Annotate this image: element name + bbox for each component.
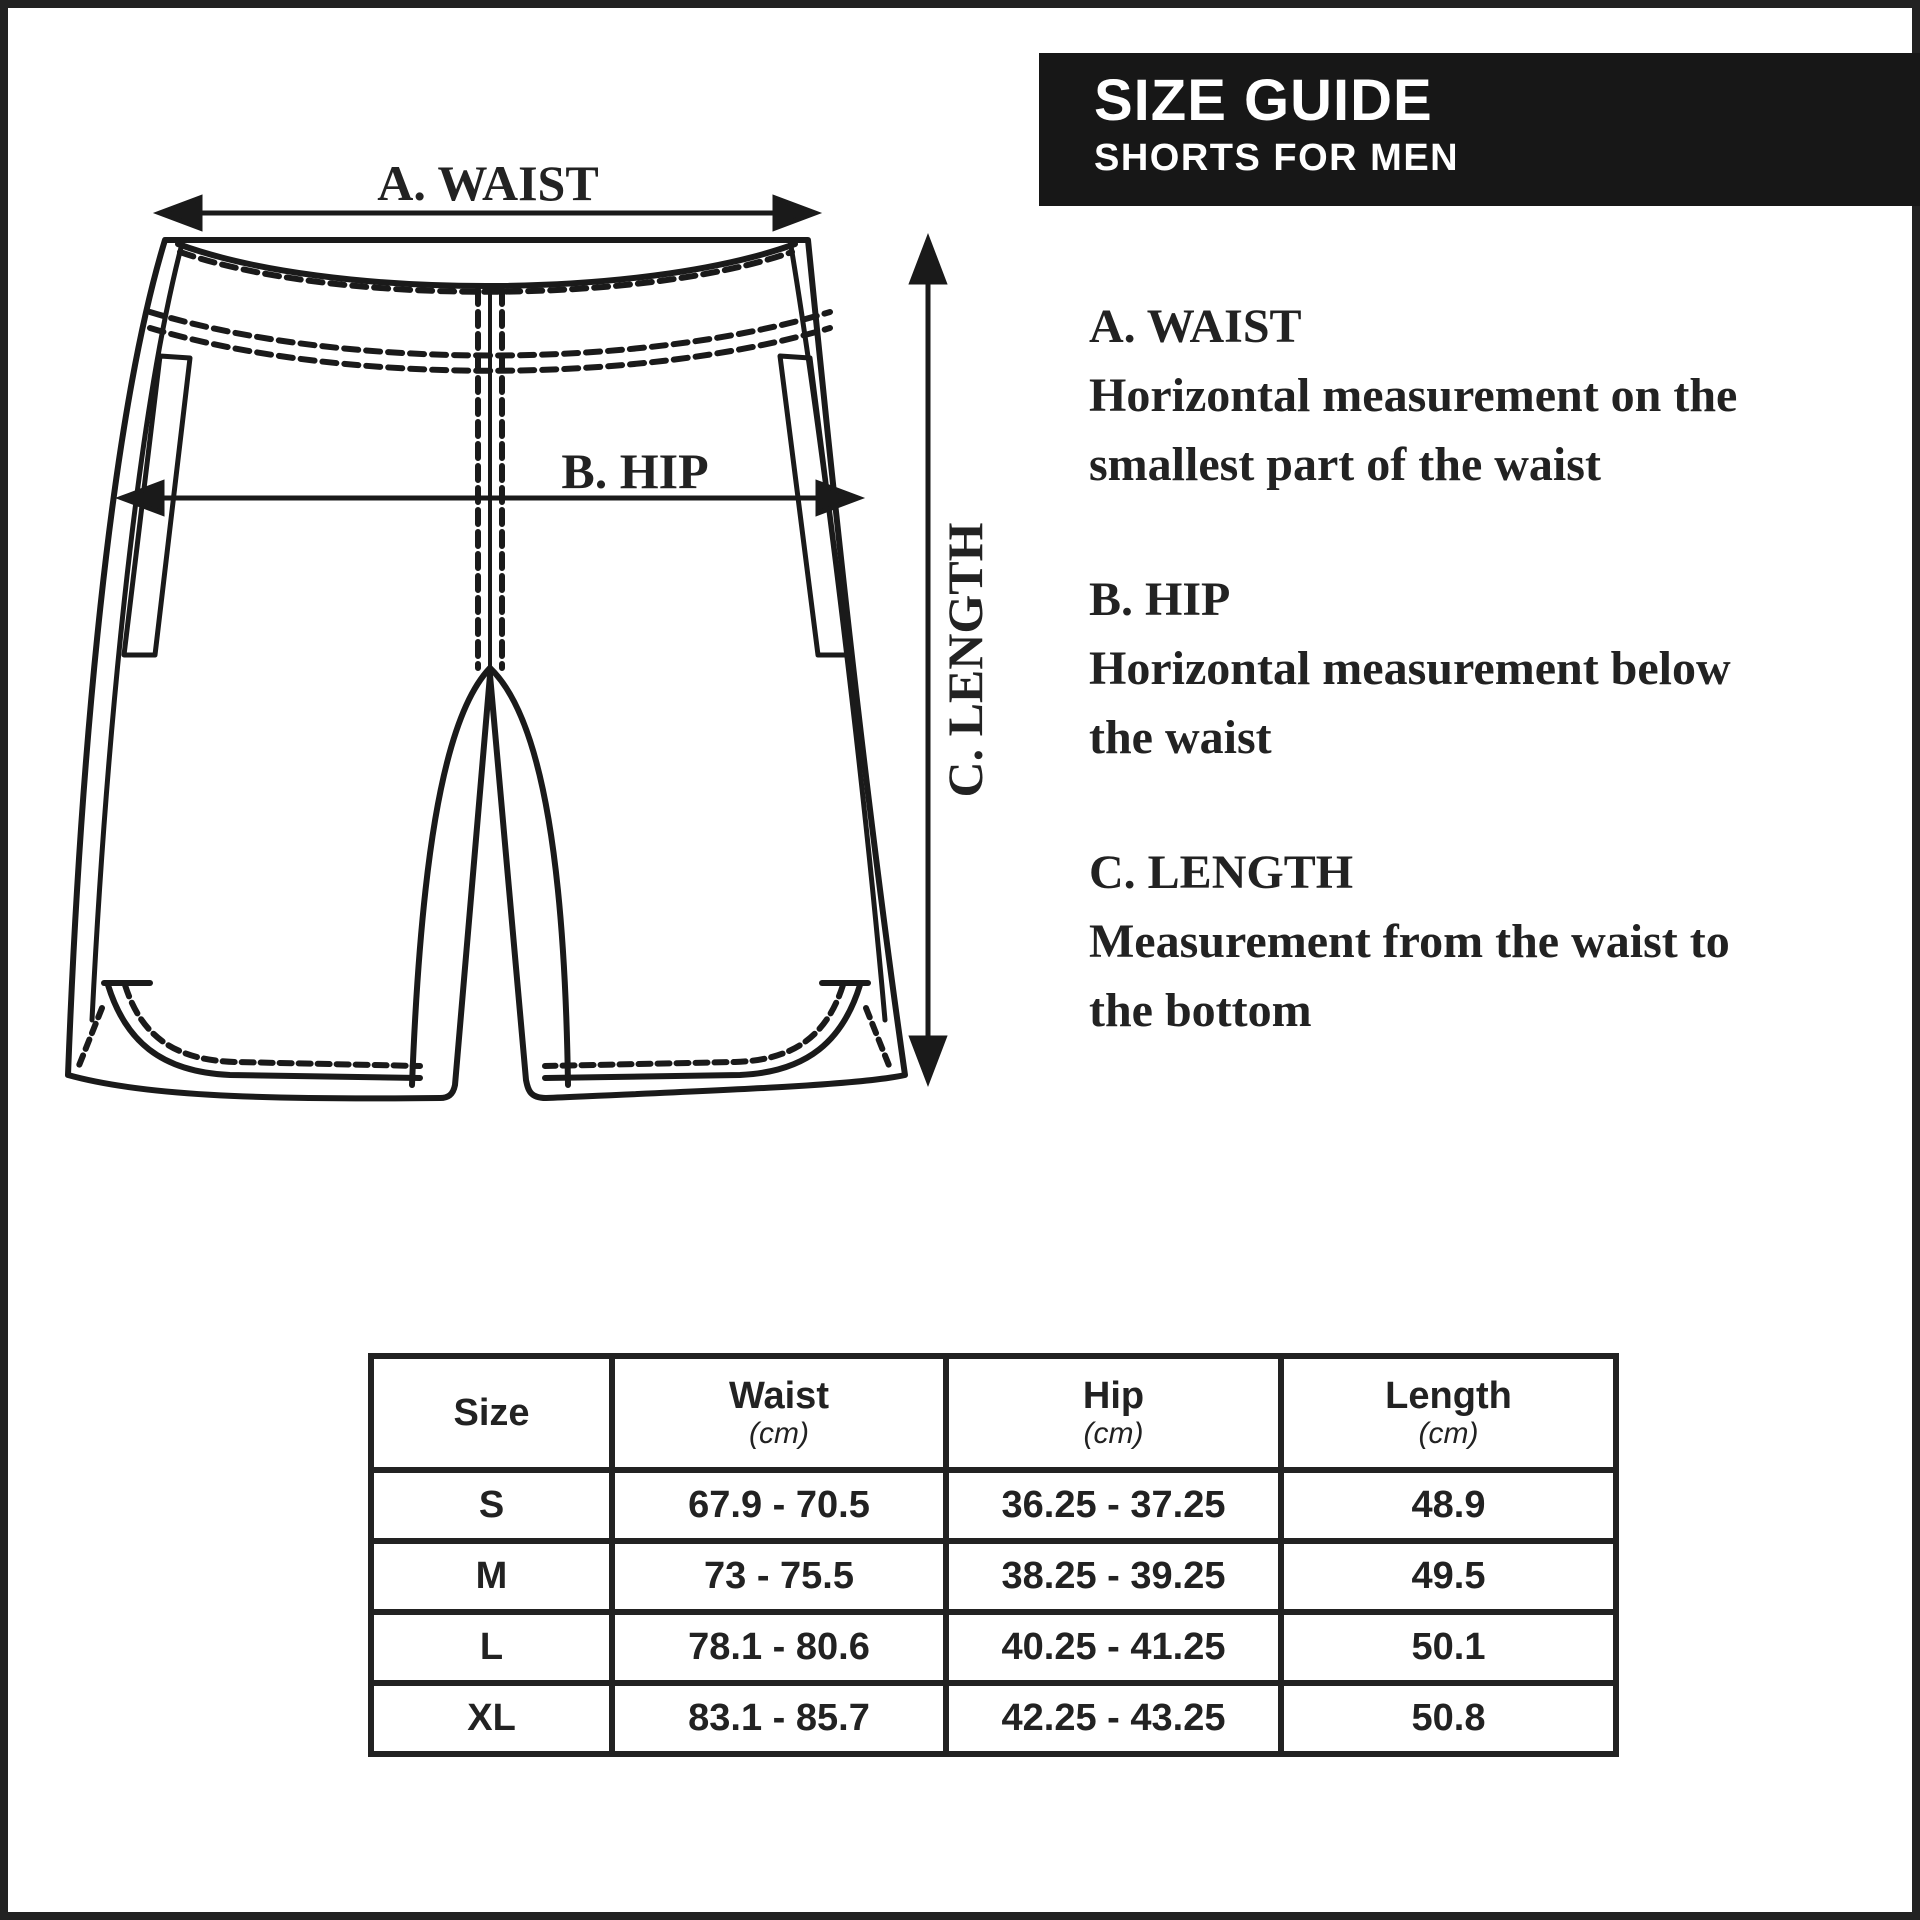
cell-waist: 83.1 - 85.7	[612, 1683, 946, 1754]
page-title: SIZE GUIDE	[1094, 68, 1433, 133]
length-desc-line-1: Measurement from the waist to	[1089, 915, 1730, 968]
left-inseam	[412, 668, 490, 1085]
header-length-unit: (cm)	[1418, 1417, 1479, 1450]
waist-desc-title: A. WAIST	[1089, 300, 1302, 353]
table-row	[371, 1683, 1616, 1754]
waist-arrow-right-head	[775, 198, 815, 228]
length-arrow-bottom-head	[912, 1038, 944, 1080]
hip-desc-line-1: Horizontal measurement below	[1089, 642, 1731, 695]
hip-desc-line-2: the waist	[1089, 711, 1272, 764]
length-desc-title: C. LENGTH	[1089, 846, 1354, 899]
cell-hip: 40.25 - 41.25	[946, 1612, 1281, 1683]
header-waist: Waist (cm)	[612, 1356, 946, 1470]
cell-length: 49.5	[1281, 1541, 1616, 1612]
length-description	[1089, 838, 1889, 1045]
cell-size: M	[371, 1541, 612, 1612]
hip-description	[1089, 565, 1889, 772]
waist-desc-line-1: Horizontal measurement on the	[1089, 369, 1738, 422]
size-table	[368, 1353, 1619, 1757]
table-row	[371, 1612, 1616, 1683]
right-hem-stitch	[545, 985, 843, 1066]
cell-length: 50.8	[1281, 1683, 1616, 1754]
waist-arrow-left-head	[160, 198, 200, 228]
length-label: C. LENGTH	[937, 522, 993, 798]
waist-description	[1089, 292, 1889, 499]
cell-size: L	[371, 1612, 612, 1683]
cell-hip: 38.25 - 39.25	[946, 1541, 1281, 1612]
page-subtitle: SHORTS FOR MEN	[1094, 137, 1460, 179]
cell-waist: 73 - 75.5	[612, 1541, 946, 1612]
waist-desc-line-2: smallest part of the waist	[1089, 438, 1601, 491]
cell-hip: 42.25 - 43.25	[946, 1683, 1281, 1754]
left-hem-stitch	[125, 985, 420, 1066]
table-row	[371, 1541, 1616, 1612]
length-arrow-top-head	[912, 240, 944, 282]
cell-waist: 78.1 - 80.6	[612, 1612, 946, 1683]
cell-length: 50.1	[1281, 1612, 1616, 1683]
header-hip: Hip (cm)	[946, 1356, 1281, 1470]
cell-length: 48.9	[1281, 1470, 1616, 1541]
table-header-row	[371, 1356, 1616, 1470]
table-row	[371, 1470, 1616, 1541]
right-inseam	[490, 668, 568, 1085]
hip-label: B. HIP	[561, 443, 709, 499]
waistband-curve	[178, 244, 795, 286]
length-desc-line-2: the bottom	[1089, 984, 1312, 1037]
cell-size: S	[371, 1470, 612, 1541]
header-hip-unit: (cm)	[1083, 1417, 1144, 1450]
header-size: Size	[371, 1356, 612, 1470]
hip-desc-title: B. HIP	[1089, 573, 1231, 626]
cell-size: XL	[371, 1683, 612, 1754]
header-waist-unit: (cm)	[749, 1417, 809, 1450]
waist-label: A. WAIST	[377, 155, 599, 211]
header-length: Length (cm)	[1281, 1356, 1616, 1470]
cell-hip: 36.25 - 37.25	[946, 1470, 1281, 1541]
cell-waist: 67.9 - 70.5	[612, 1470, 946, 1541]
